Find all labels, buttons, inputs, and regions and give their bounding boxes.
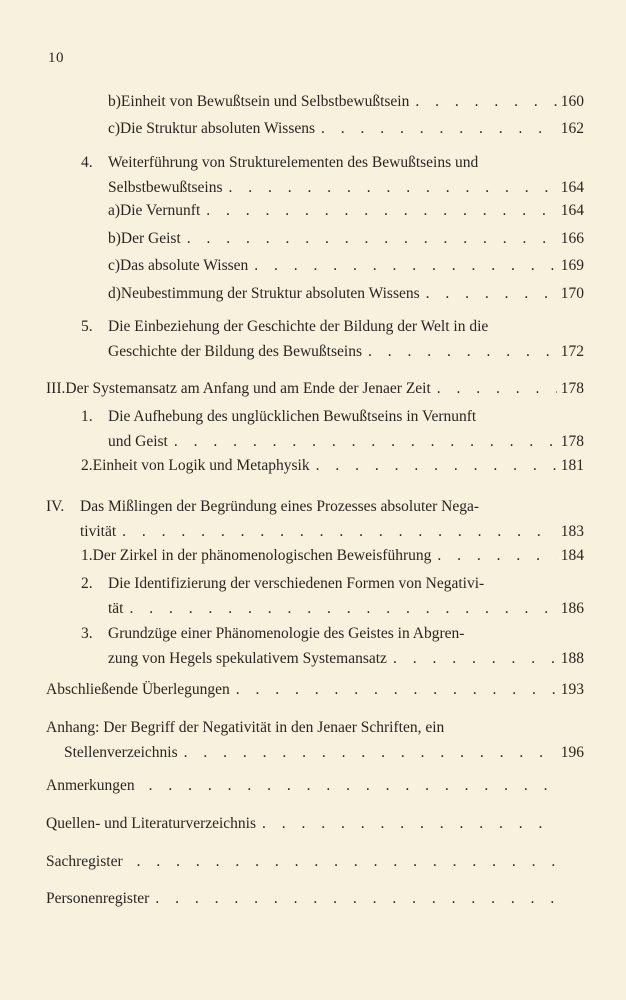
- entry-label: 2.: [81, 457, 93, 474]
- entry-title: Die Vernunft: [120, 202, 201, 219]
- toc-entry: [46, 715, 584, 765]
- leader-dots: [321, 116, 557, 141]
- entry-title: Sachregister: [46, 853, 123, 870]
- entry-title-continued: Geschichte der Bildung des Bewußtseins: [108, 343, 362, 360]
- entry-title: Einheit von Logik und Metaphysik: [92, 457, 310, 474]
- toc-entry: [81, 453, 584, 478]
- leader-dots: [130, 596, 557, 621]
- entry-page: 164: [560, 179, 584, 196]
- leader-dots: [415, 89, 556, 114]
- entry-label: 1.: [81, 547, 93, 564]
- leader-dots: [229, 175, 557, 200]
- entry-label: 1.: [81, 408, 93, 425]
- entry-label: c): [108, 257, 121, 274]
- entry-label: 5.: [81, 318, 93, 335]
- toc-entry: [108, 281, 584, 306]
- entry-page: 196: [560, 744, 584, 761]
- leader-dots: [184, 740, 557, 765]
- entry-page: 188: [560, 650, 584, 667]
- leader-dots: [122, 519, 557, 544]
- toc-entry: [46, 376, 584, 401]
- toc-entry: [81, 150, 584, 200]
- toc-entry: [108, 116, 584, 141]
- entry-page: 178: [560, 433, 584, 450]
- leader-dots: [137, 849, 558, 874]
- entry-title-continued: tät: [108, 600, 124, 617]
- toc-entry: [108, 253, 584, 278]
- entry-label: IV.: [46, 498, 65, 515]
- leader-dots: [437, 543, 556, 568]
- toc-entry: [108, 89, 584, 114]
- entry-title: Die Identifizierung der verschiedenen Formen von Negativi-: [108, 575, 485, 592]
- entry-page: 164: [560, 202, 584, 219]
- page-number: 10: [48, 50, 64, 66]
- toc-entry: [46, 677, 584, 702]
- toc-entry: [81, 404, 584, 454]
- entry-page: 166: [560, 230, 584, 247]
- entry-label: a): [108, 202, 121, 219]
- entry-title: Das absolute Wissen: [120, 257, 249, 274]
- entry-title: Die Einbeziehung der Geschichte der Bildung der Welt in die: [108, 318, 489, 335]
- entry-title-continued: zung von Hegels spekulativem Systemansatz: [108, 650, 387, 667]
- entry-label: 3.: [81, 625, 93, 642]
- entry-label: b): [108, 93, 121, 110]
- entry-label: b): [108, 230, 121, 247]
- entry-title-continued: Stellenverzeichnis: [64, 744, 178, 761]
- entry-page: 162: [560, 120, 584, 137]
- entry-title: Die Aufhebung des unglücklichen Bewußtseins in Vernunft: [108, 408, 477, 425]
- entry-title: Neubestimmung der Struktur absoluten Wissens: [120, 285, 420, 302]
- entry-page: 172: [560, 343, 584, 360]
- leader-dots: [149, 773, 558, 798]
- toc-entry: [81, 621, 584, 671]
- entry-page: 193: [560, 681, 584, 698]
- entry-label: 2.: [81, 575, 93, 592]
- leader-dots: [316, 453, 557, 478]
- entry-title: Anmerkungen: [46, 777, 135, 794]
- entry-page: 160: [560, 93, 584, 110]
- toc-entry: [46, 811, 584, 836]
- toc-entry: [46, 773, 584, 798]
- entry-title: Die Struktur absoluten Wissens: [120, 120, 316, 137]
- entry-title: Der Geist: [120, 230, 181, 247]
- entry-page: 184: [560, 547, 584, 564]
- entry-title: Das Mißlingen der Begründung eines Prozesses absoluter Nega-: [80, 498, 480, 515]
- leader-dots: [426, 281, 557, 306]
- leader-dots: [187, 226, 557, 251]
- entry-page: 183: [560, 523, 584, 540]
- toc-entry: [81, 314, 584, 364]
- entry-title: Der Zirkel in der phänomenologischen Beweisführung: [92, 547, 432, 564]
- toc-entry: [81, 571, 584, 621]
- entry-page: 178: [560, 380, 584, 397]
- toc-entry: [46, 494, 584, 544]
- entry-title-continued: tivität: [80, 523, 117, 540]
- entry-title: Personenregister: [46, 890, 150, 907]
- leader-dots: [437, 376, 557, 401]
- leader-dots: [368, 339, 557, 364]
- entry-title: Weiterführung von Strukturelementen des Bewußtseins und: [108, 154, 479, 171]
- entry-page: 169: [560, 257, 584, 274]
- entry-label: d): [108, 285, 121, 302]
- leader-dots: [262, 811, 558, 836]
- entry-label: 4.: [81, 154, 93, 171]
- entry-title: Einheit von Bewußtsein und Selbstbewußtsein: [120, 93, 410, 110]
- entry-title: Grundzüge einer Phänomenologie des Geistes in Abgren-: [108, 625, 465, 642]
- entry-title: Quellen- und Literaturverzeichnis: [46, 815, 257, 832]
- entry-page: 186: [560, 600, 584, 617]
- entry-title-continued: und Geist: [108, 433, 168, 450]
- entry-page: 170: [560, 285, 584, 302]
- entry-label: c): [108, 120, 121, 137]
- leader-dots: [174, 429, 557, 454]
- toc-entry: [46, 886, 584, 911]
- leader-dots: [254, 253, 556, 278]
- leader-dots: [236, 677, 557, 702]
- toc-entry: [108, 198, 584, 223]
- entry-title-continued: Selbstbewußtseins: [108, 179, 223, 196]
- leader-dots: [393, 646, 557, 671]
- toc-entry: [46, 849, 584, 874]
- leader-dots: [206, 198, 556, 223]
- entry-title: Der Systemansatz am Anfang und am Ende der Jenaer Zeit: [65, 380, 431, 397]
- toc-entry: [81, 543, 584, 568]
- toc-entry: [108, 226, 584, 251]
- leader-dots: [155, 886, 558, 911]
- entry-label: III.: [46, 380, 66, 397]
- entry-title: Abschließende Überlegungen: [46, 681, 230, 698]
- entry-title: Anhang: Der Begriff der Negativität in den Jenaer Schriften, ein: [46, 719, 445, 736]
- entry-page: 181: [560, 457, 584, 474]
